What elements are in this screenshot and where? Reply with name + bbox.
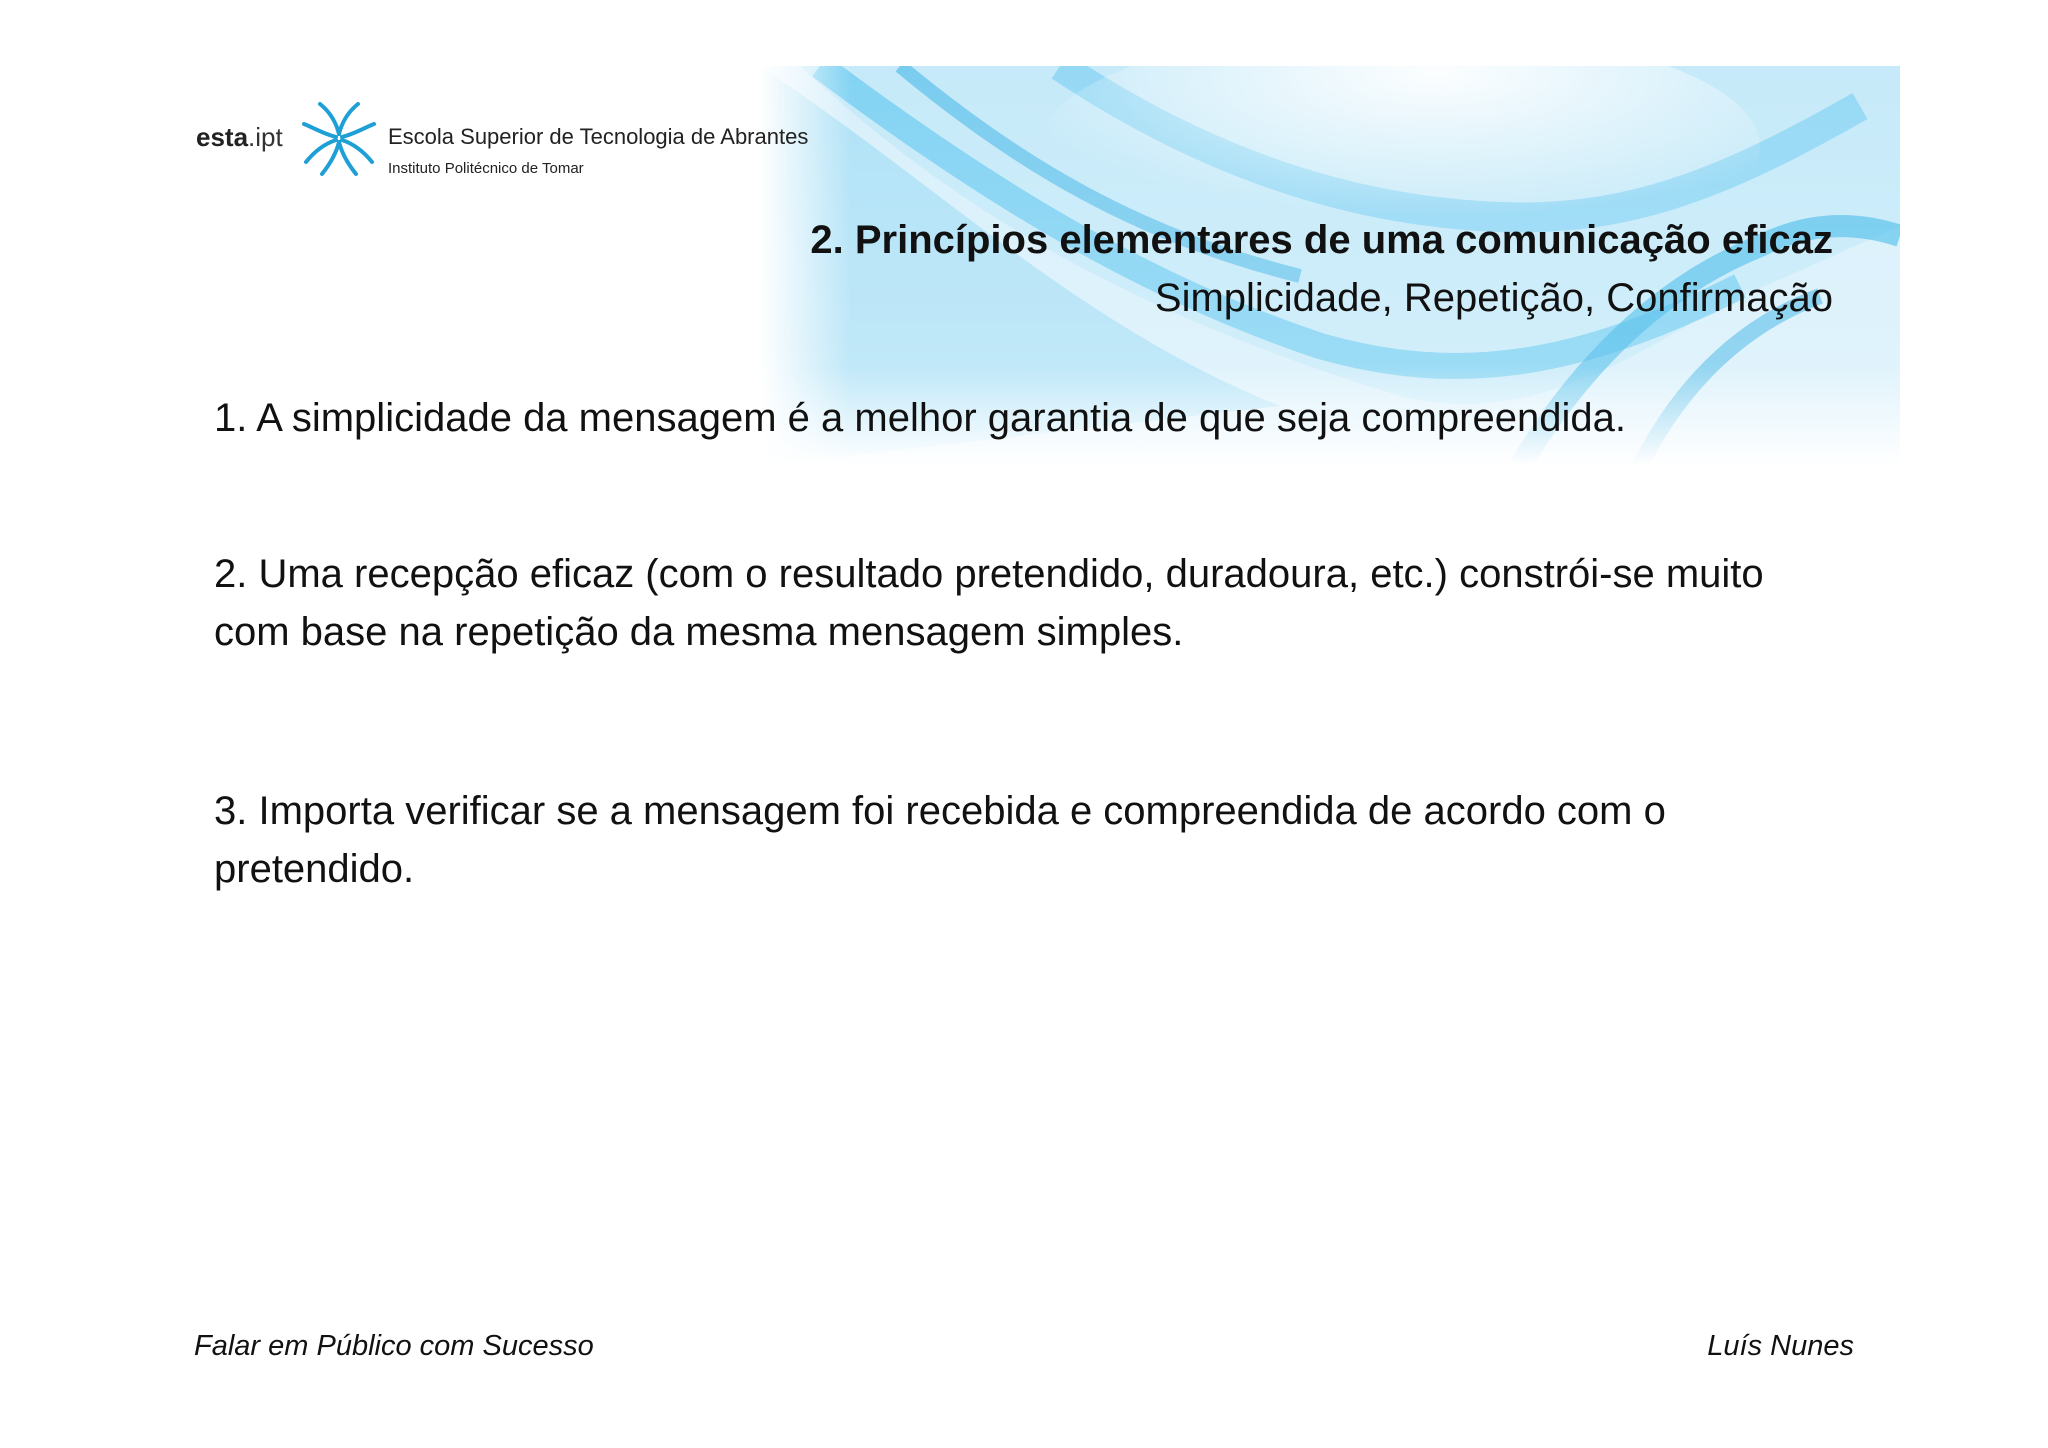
logo-wordmark xyxy=(196,122,283,153)
logo-school-name: Escola Superior de Tecnologia de Abrantes xyxy=(388,124,809,149)
institution-logo xyxy=(196,94,836,184)
footer-course-title: Falar em Público com Sucesso xyxy=(194,1330,594,1362)
slide-subtitle: Simplicidade, Repetição, Confirmação xyxy=(1154,276,1833,320)
logo-emblem-icon xyxy=(296,94,382,180)
logo-institute-name: Instituto Politécnico de Tomar xyxy=(388,160,584,177)
principle-point-1: 1. A simplicidade da mensagem é a melhor garantia de que seja compreendida. xyxy=(214,396,1626,440)
principle-point-3: 3. Importa verificar se a mensagem foi recebida e compreendida de acordo com o pretendido. xyxy=(214,789,1666,891)
principle-point-2: 2. Uma recepção eficaz (com o resultado pretendido, duradoura, etc.) constrói-se muito com base na repetição da mesma mensagem simples. xyxy=(214,552,1764,654)
logo-wordmark-bold: esta xyxy=(196,122,249,152)
footer-author: Luís Nunes xyxy=(1707,1330,1854,1362)
slide-title: 2. Princípios elementares de uma comunicação eficaz xyxy=(810,218,1833,262)
logo-wordmark-suffix: .ipt xyxy=(248,122,283,152)
